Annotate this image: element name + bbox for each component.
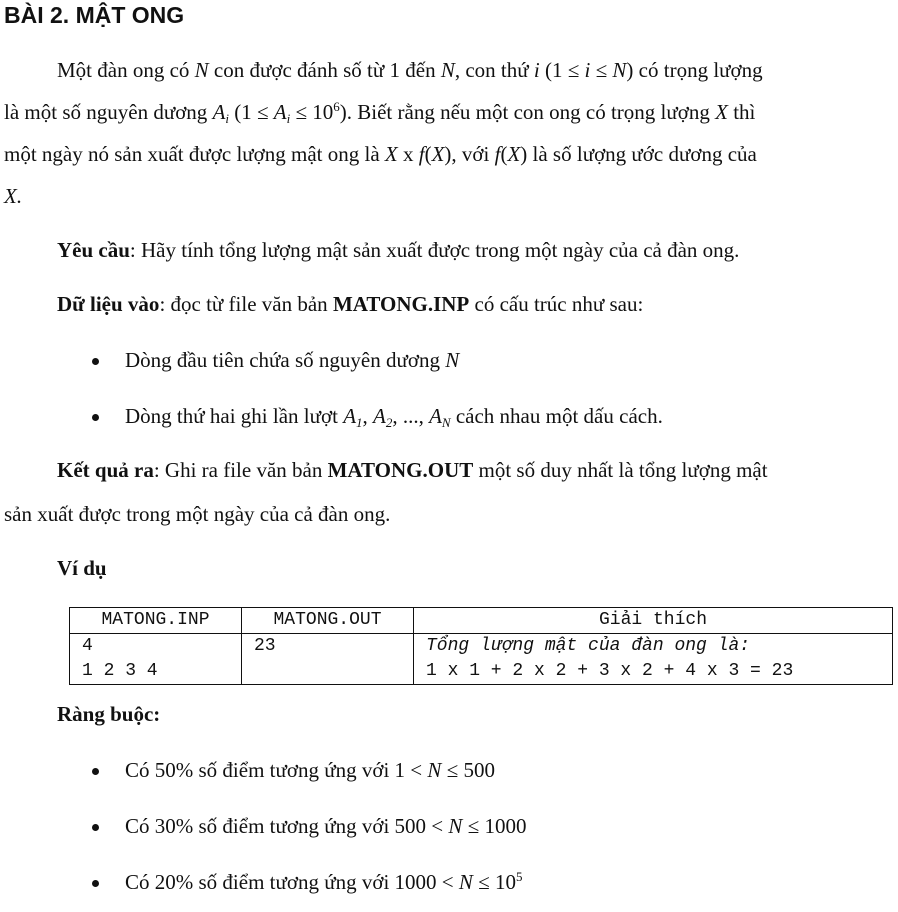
output-line-1: Kết quả ra: Ghi ra file văn bản MATONG.OUT một số duy nhất là tổng lượng mật (57, 458, 768, 482)
header-out: MATONG.OUT (242, 608, 414, 634)
out-line-1: 23 (254, 636, 276, 656)
example-heading: Ví dụ (57, 556, 107, 580)
cell-explain (414, 634, 893, 685)
problem-title: BÀI 2. MẬT ONG (4, 2, 185, 28)
constraint-item-3: Có 20% số điểm tương ứng với $1000 < N \le 10^5$ (125, 869, 523, 894)
input-bullet-2: Dòng thứ hai ghi lần lượt $A_1$, $A_2$, ..., $A_N$ cách nhau một dấu cách. (125, 404, 663, 430)
constraint-item-2: Có 30% số điểm tương ứng với 500 < N ≤ 1000 (125, 814, 527, 838)
explain-line-1: Tổng lượng mật của đàn ong là: (426, 636, 751, 656)
table-header-row (70, 608, 893, 634)
header-explain: Giải thích (414, 608, 893, 634)
cell-inp (70, 634, 242, 685)
explain-line-2: 1 x 1 + 2 x 2 + 3 x 2 + 4 x 3 = 23 (426, 661, 794, 681)
intro-line-3: một ngày nó sản xuất được lượng mật ong là X x f(X), với f(X) là số lượng ước dương của (4, 142, 757, 166)
header-inp: MATONG.INP (70, 608, 242, 634)
table-row (70, 634, 893, 685)
intro-line-4: X. (4, 184, 23, 208)
bullet-icon (92, 358, 99, 365)
bullet-icon (92, 768, 99, 775)
inp-line-2: 1 2 3 4 (82, 661, 158, 681)
constraint-item-1: Có 50% số điểm tương ứng với 1 < N ≤ 500 (125, 758, 495, 782)
output-line-2: sản xuất được trong một ngày của cả đàn ong. (4, 502, 391, 526)
inp-line-1: 4 (82, 636, 93, 656)
input-bullet-1: Dòng đầu tiên chứa số nguyên dương N (125, 348, 460, 372)
cell-out (242, 634, 414, 685)
constraints-heading: Ràng buộc: (57, 702, 161, 726)
bullet-icon (92, 824, 99, 831)
bullet-icon (92, 880, 99, 887)
example-table (69, 607, 893, 685)
requirement-line: Yêu cầu: Hãy tính tổng lượng mật sản xuất được trong một ngày của cả đàn ong. (57, 238, 740, 262)
intro-line-1: Một đàn ong có N con được đánh số từ 1 đến N, con thứ i (1 ≤ i ≤ N) có trọng lượng (57, 58, 763, 82)
input-line: Dữ liệu vào: đọc từ file văn bản MATONG.INP có cấu trúc như sau: (57, 292, 644, 316)
intro-line-2: là một số nguyên dương $A_i$ $(1 \le A_i \le 10^6)$. Biết rằng nếu một con ong có trọng lượng X thì (4, 99, 756, 126)
bullet-icon (92, 414, 99, 421)
